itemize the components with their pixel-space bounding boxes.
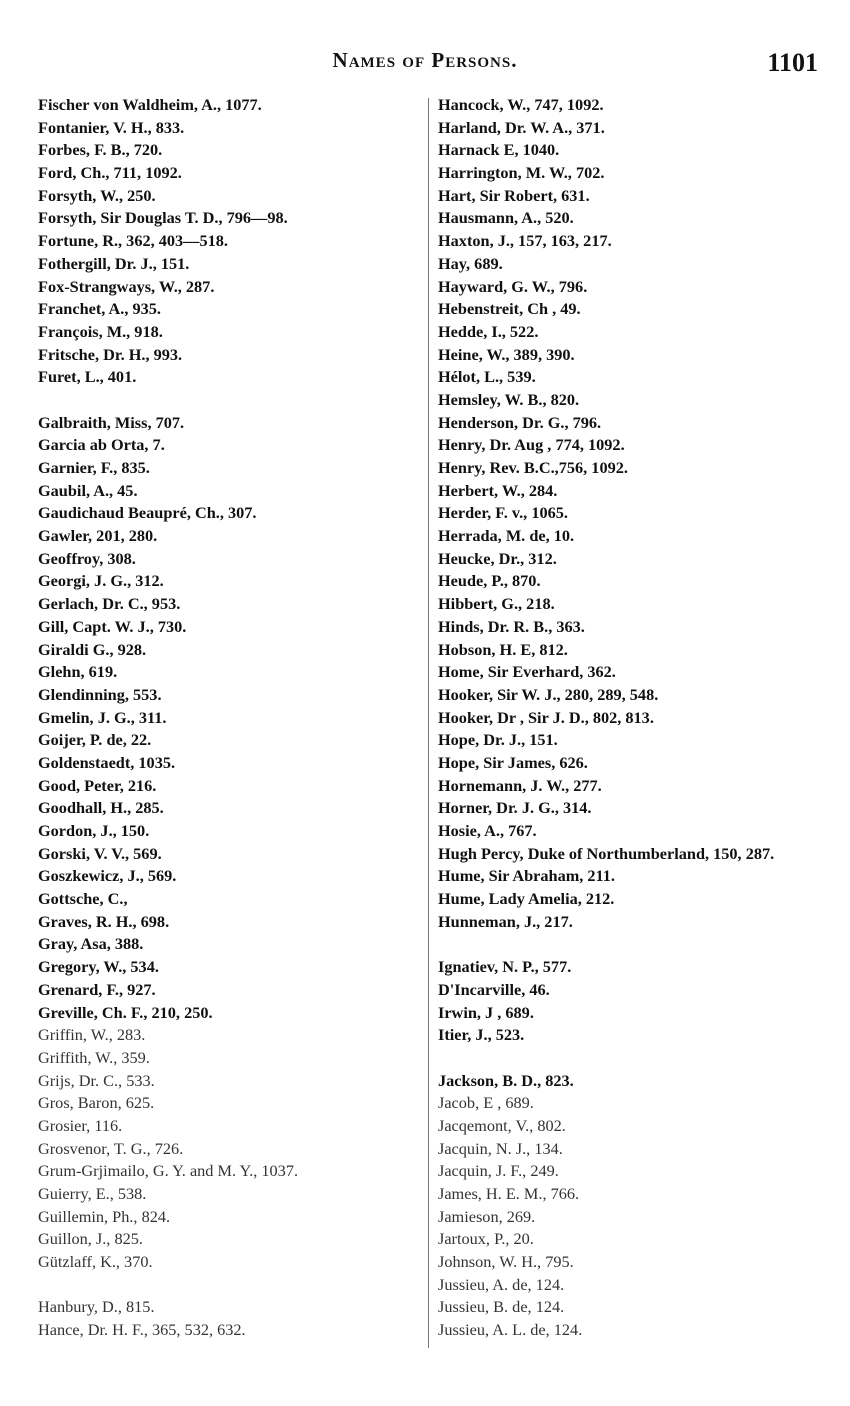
index-entry: Hay, 689. xyxy=(438,253,503,273)
index-entry: Home, Sir Everhard, 362. xyxy=(438,662,616,682)
page-title: Names of Persons. xyxy=(332,48,518,72)
index-entry: Fothergill, Dr. J., 151. xyxy=(38,253,190,273)
index-entry: Garcia ab Orta, 7. xyxy=(38,435,165,455)
index-entry: Itier, J., 523. xyxy=(438,1025,525,1045)
index-entry: Jartoux, P., 20. xyxy=(438,1229,534,1249)
index-entry: Hope, Sir James, 626. xyxy=(438,752,588,772)
index-entry: Gordon, J., 150. xyxy=(38,821,150,840)
index-entry: Fischer von Waldheim, A., 1077. xyxy=(38,95,262,114)
index-section-gap xyxy=(38,1274,418,1297)
index-entry: Gray, Asa, 388. xyxy=(38,934,144,954)
index-entry: Glendinning, 553. xyxy=(38,684,162,704)
index-entry: Gmelin, J. G., 311. xyxy=(38,707,167,727)
index-entry: Herbert, W., 284. xyxy=(438,480,558,500)
index-entry: Hume, Sir Abraham, 211. xyxy=(438,866,616,886)
index-entry: Johnson, W. H., 795. xyxy=(438,1252,574,1272)
index-entry: Jackson, B. D., 823. xyxy=(438,1070,574,1090)
index-entry: Hélot, L., 539. xyxy=(438,367,536,387)
index-entry: Gerlach, Dr. C., 953. xyxy=(38,594,181,614)
index-entry: Greville, Ch. F., 210, 250. xyxy=(38,1002,213,1022)
index-entry: Hume, Lady Amelia, 212. xyxy=(438,889,615,909)
index-entry: Irwin, J , 689. xyxy=(438,1002,534,1022)
index-entry: Harrington, M. W., 702. xyxy=(438,163,605,183)
index-entry: Grenard, F., 927. xyxy=(38,979,156,999)
index-entry: Fortune, R., 362, 403—518. xyxy=(38,231,228,251)
index-entry: Hemsley, W. B., 820. xyxy=(438,389,580,409)
index-entry: Furet, L., 401. xyxy=(38,367,137,387)
index-entry: Ford, Ch., 711, 1092. xyxy=(38,163,182,183)
index-entry: Jacob, E , 689. xyxy=(438,1093,534,1113)
index-entry: D'Incarville, 46. xyxy=(438,979,550,999)
index-entry: Hobson, H. E, 812. xyxy=(438,639,568,659)
index-entry: Ignatiev, N. P., 577. xyxy=(438,957,572,977)
index-entry: Jacquin, N. J., 134. xyxy=(438,1138,563,1158)
index-entry: Goszkewicz, J., 569. xyxy=(38,866,177,886)
index-entry: Hausmann, A., 520. xyxy=(438,208,574,228)
index-entry: Gaubil, A., 45. xyxy=(38,480,138,500)
index-entry: Hibbert, G., 218. xyxy=(438,594,555,614)
index-entry: Fontanier, V. H., 833. xyxy=(38,117,185,137)
index-entry: Gottsche, C., xyxy=(38,889,128,909)
index-entry: Griffin, W., 283. xyxy=(38,1025,146,1045)
page-number: 1101 xyxy=(767,48,818,77)
index-entry: Guierry, E., 538. xyxy=(38,1184,147,1203)
index-entry: Haxton, J., 157, 163, 217. xyxy=(438,231,612,251)
index-entry: Goodhall, H., 285. xyxy=(38,798,164,818)
index-entry: Grosvenor, T. G., 726. xyxy=(38,1138,184,1158)
index-entry: Gaudichaud Beaupré, Ch., 307. xyxy=(38,503,257,523)
index-entry: Guillon, J., 825. xyxy=(38,1229,143,1249)
index-entry: Giraldi G., 928. xyxy=(38,639,147,659)
index-entry: Gregory, W., 534. xyxy=(38,957,159,977)
column-divider xyxy=(428,98,429,1348)
index-entry: Georgi, J. G., 312. xyxy=(38,571,164,591)
index-entry: Hooker, Sir W. J., 280, 289, 548. xyxy=(438,684,659,704)
index-entry: Hope, Dr. J., 151. xyxy=(438,730,558,750)
index-entry: Fox-Strangways, W., 287. xyxy=(38,276,215,296)
index-entry: Geoffroy, 308. xyxy=(38,548,136,568)
index-entry: Jussieu, A. L. de, 124. xyxy=(438,1320,583,1340)
left-index-column xyxy=(38,94,418,1342)
index-entry: James, H. E. M., 766. xyxy=(438,1184,580,1203)
index-entry: Goldenstaedt, 1035. xyxy=(38,752,176,772)
index-entry: Hanbury, D., 815. xyxy=(38,1297,155,1317)
right-index-column xyxy=(438,94,838,1342)
index-entry: Gorski, V. V., 569. xyxy=(38,843,162,863)
index-entry: Jamieson, 269. xyxy=(438,1206,536,1226)
index-entry: Graves, R. H., 698. xyxy=(38,911,170,931)
index-entry: François, M., 918. xyxy=(38,321,163,341)
index-entry: Gill, Capt. W. J., 730. xyxy=(38,616,187,636)
index-entry: Guillemin, Ph., 824. xyxy=(38,1206,171,1226)
index-section-gap xyxy=(438,1047,838,1070)
index-entry: Henry, Rev. B.C.,756, 1092. xyxy=(438,458,628,477)
index-entry: Herrada, M. de, 10. xyxy=(438,526,575,546)
index-entry: Hornemann, J. W., 277. xyxy=(438,775,602,795)
index-entry: Goijer, P. de, 22. xyxy=(38,730,152,750)
index-entry: Hart, Sir Robert, 631. xyxy=(438,185,590,205)
index-entry: Harnack E, 1040. xyxy=(438,140,560,160)
index-entry: Hugh Percy, Duke of Northumberland, 150, 287. xyxy=(438,843,775,863)
index-entry: Gützlaff, K., 370. xyxy=(38,1252,153,1272)
index-entry: Forsyth, Sir Douglas T. D., 796—98. xyxy=(38,208,288,228)
index-entry: Galbraith, Miss, 707. xyxy=(38,412,185,432)
index-entry: Hedde, I., 522. xyxy=(438,321,539,341)
index-entry: Grum-Grjimailo, G. Y. and M. Y., 1037. xyxy=(38,1161,299,1181)
index-entry: Good, Peter, 216. xyxy=(38,775,157,795)
index-entry: Grosier, 116. xyxy=(38,1115,123,1135)
index-entry: Herder, F. v., 1065. xyxy=(438,503,568,523)
index-entry: Forsyth, W., 250. xyxy=(38,185,156,205)
index-entry: Jacqemont, V., 802. xyxy=(438,1115,566,1135)
index-entry: Jussieu, B. de, 124. xyxy=(438,1297,565,1317)
index-entry: Hinds, Dr. R. B., 363. xyxy=(438,616,585,636)
index-entry: Franchet, A., 935. xyxy=(38,299,161,319)
index-entry: Hancock, W., 747, 1092. xyxy=(438,95,604,114)
index-entry: Heude, P., 870. xyxy=(438,571,541,591)
index-section-gap xyxy=(438,933,838,956)
index-entry: Forbes, F. B., 720. xyxy=(38,140,163,160)
index-entry: Jussieu, A. de, 124. xyxy=(438,1274,565,1294)
index-entry: Jacquin, J. F., 249. xyxy=(438,1161,559,1181)
index-entry: Hayward, G. W., 796. xyxy=(438,276,588,296)
index-entry: Harland, Dr. W. A., 371. xyxy=(438,117,605,137)
index-entry: Fritsche, Dr. H., 993. xyxy=(38,344,183,364)
index-entry: Hunneman, J., 217. xyxy=(438,911,573,931)
index-entry: Glehn, 619. xyxy=(38,662,118,682)
index-entry: Heine, W., 389, 390. xyxy=(438,344,575,364)
index-entry: Hance, Dr. H. F., 365, 532, 632. xyxy=(38,1320,246,1340)
index-entry: Gawler, 201, 280. xyxy=(38,526,158,546)
index-section-gap xyxy=(38,389,418,412)
index-entry: Hooker, Dr , Sir J. D., 802, 813. xyxy=(438,707,654,727)
index-entry: Grijs, Dr. C., 533. xyxy=(38,1070,155,1090)
index-entry: Henderson, Dr. G., 796. xyxy=(438,412,602,432)
index-entry: Gros, Baron, 625. xyxy=(38,1093,155,1113)
index-entry: Horner, Dr. J. G., 314. xyxy=(438,798,592,818)
index-entry: Griffith, W., 359. xyxy=(38,1047,150,1067)
index-entry: Henry, Dr. Aug , 774, 1092. xyxy=(438,435,625,455)
index-entry: Garnier, F., 835. xyxy=(38,458,150,477)
index-entry: Hosie, A., 767. xyxy=(438,821,537,840)
index-entry: Heucke, Dr., 312. xyxy=(438,548,557,568)
index-entry: Hebenstreit, Ch , 49. xyxy=(438,299,581,319)
